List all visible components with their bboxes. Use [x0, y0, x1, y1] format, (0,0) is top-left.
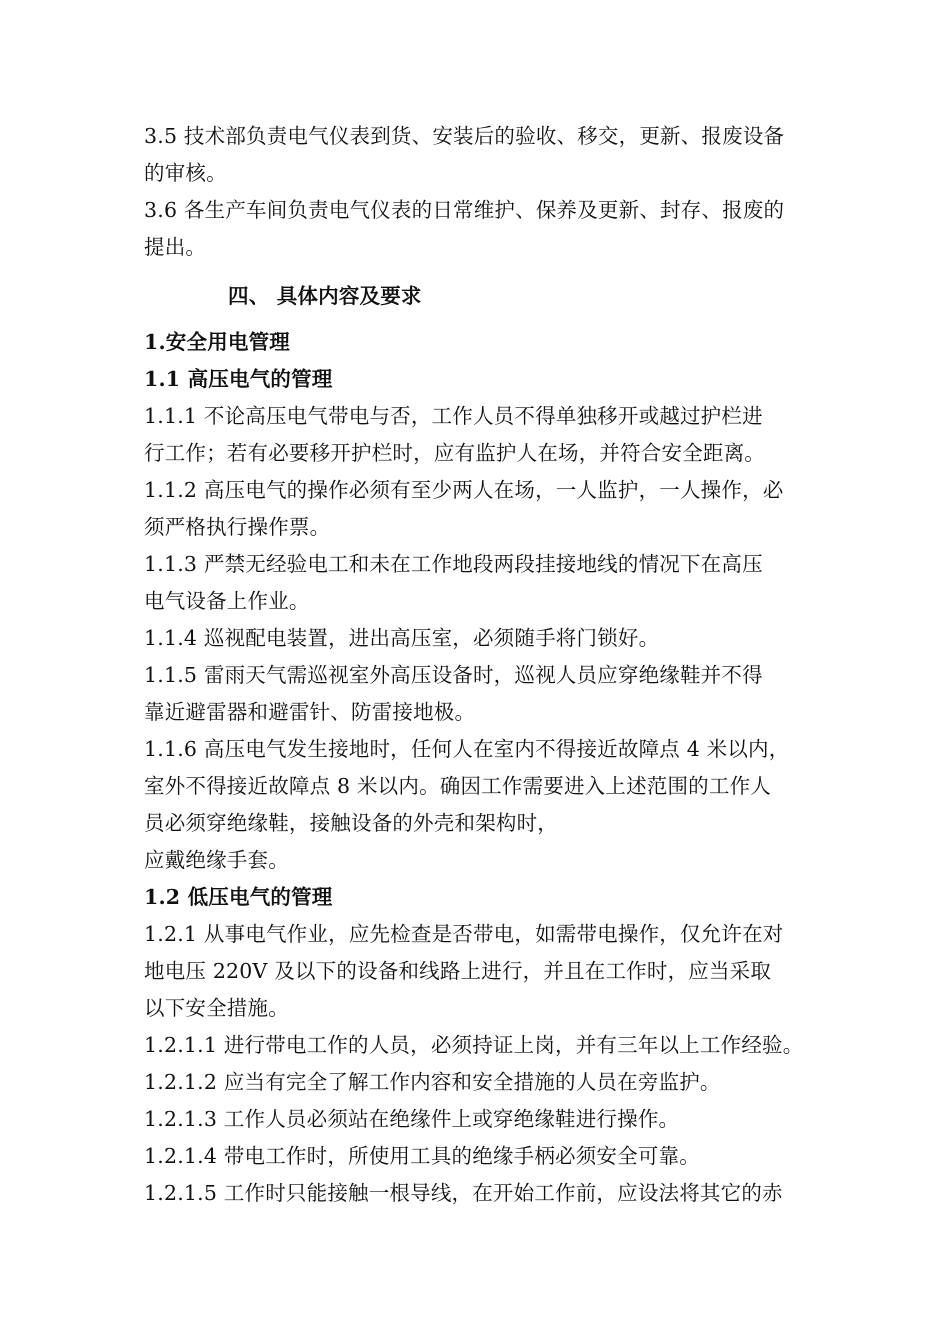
text-line: 3.5 技术部负责电气仪表到货、安装后的验收、移交，更新、报废设备	[144, 124, 785, 148]
section-heading: 四、 具体内容及要求	[228, 284, 422, 308]
text-line: 的审核。	[144, 161, 227, 185]
text-line: 1.1.3 严禁无经验电工和未在工作地段两段挂接地线的情况下在高压	[144, 552, 763, 576]
text-line: 1.2.1.1 进行带电工作的人员，必须持证上岗，并有三年以上工作经验。	[144, 1033, 804, 1057]
text-line: 1.2.1.3 工作人员必须站在绝缘件上或穿绝缘鞋进行操作。	[144, 1107, 680, 1131]
text-line: 提出。	[144, 235, 207, 259]
text-line: 1.2.1.2 应当有完全了解工作内容和安全措施的人员在旁监护。	[144, 1070, 721, 1094]
text-line: 1.1.6 高压电气发生接地时，任何人在室内不得接近故障点 4 米以内，	[144, 737, 790, 761]
text-line: 1.1.2 高压电气的操作必须有至少两人在场，一人监护，一人操作，必	[144, 478, 784, 502]
text-line: 电气设备上作业。	[144, 589, 310, 613]
text-line: 1.2.1.4 带电工作时，所使用工具的绝缘手柄必须安全可靠。	[144, 1144, 700, 1168]
text-line: 以下安全措施。	[144, 996, 289, 1020]
subsection-heading: 1.2 低压电气的管理	[144, 885, 333, 909]
text-line: 室外不得接近故障点 8 米以内。确因工作需要进入上述范围的工作人	[144, 774, 771, 798]
text-line: 地电压 220V 及以下的设备和线路上进行，并且在工作时，应当采取	[144, 959, 772, 983]
text-line: 1.2.1.5 工作时只能接触一根导线，在开始工作前，应设法将其它的赤	[144, 1181, 783, 1205]
subsection-heading: 1.安全用电管理	[144, 330, 291, 354]
text-line: 3.6 各生产车间负责电气仪表的日常维护、保养及更新、封存、报废的	[144, 198, 785, 222]
text-line: 应戴绝缘手套。	[144, 848, 289, 872]
text-line: 1.1.5 雷雨天气需巡视室外高压设备时，巡视人员应穿绝缘鞋并不得	[144, 663, 763, 687]
text-line: 1.1.1 不论高压电气带电与否，工作人员不得单独移开或越过护栏进	[144, 404, 763, 428]
text-line: 1.2.1 从事电气作业，应先检查是否带电，如需带电操作，仅允许在对	[144, 922, 784, 946]
text-line: 须严格执行操作票。	[144, 515, 331, 539]
text-line: 员必须穿绝缘鞋，接触设备的外壳和架构时，	[144, 811, 558, 835]
subsection-heading: 1.1 高压电气的管理	[144, 367, 333, 391]
text-line: 行工作；若有必要移开护栏时，应有监护人在场，并符合安全距离。	[144, 441, 765, 465]
document-body	[144, 118, 834, 1212]
text-line: 靠近避雷器和避雷针、防雷接地极。	[144, 700, 476, 724]
text-line: 1.1.4 巡视配电装置，进出高压室，必须随手将门锁好。	[144, 626, 660, 650]
